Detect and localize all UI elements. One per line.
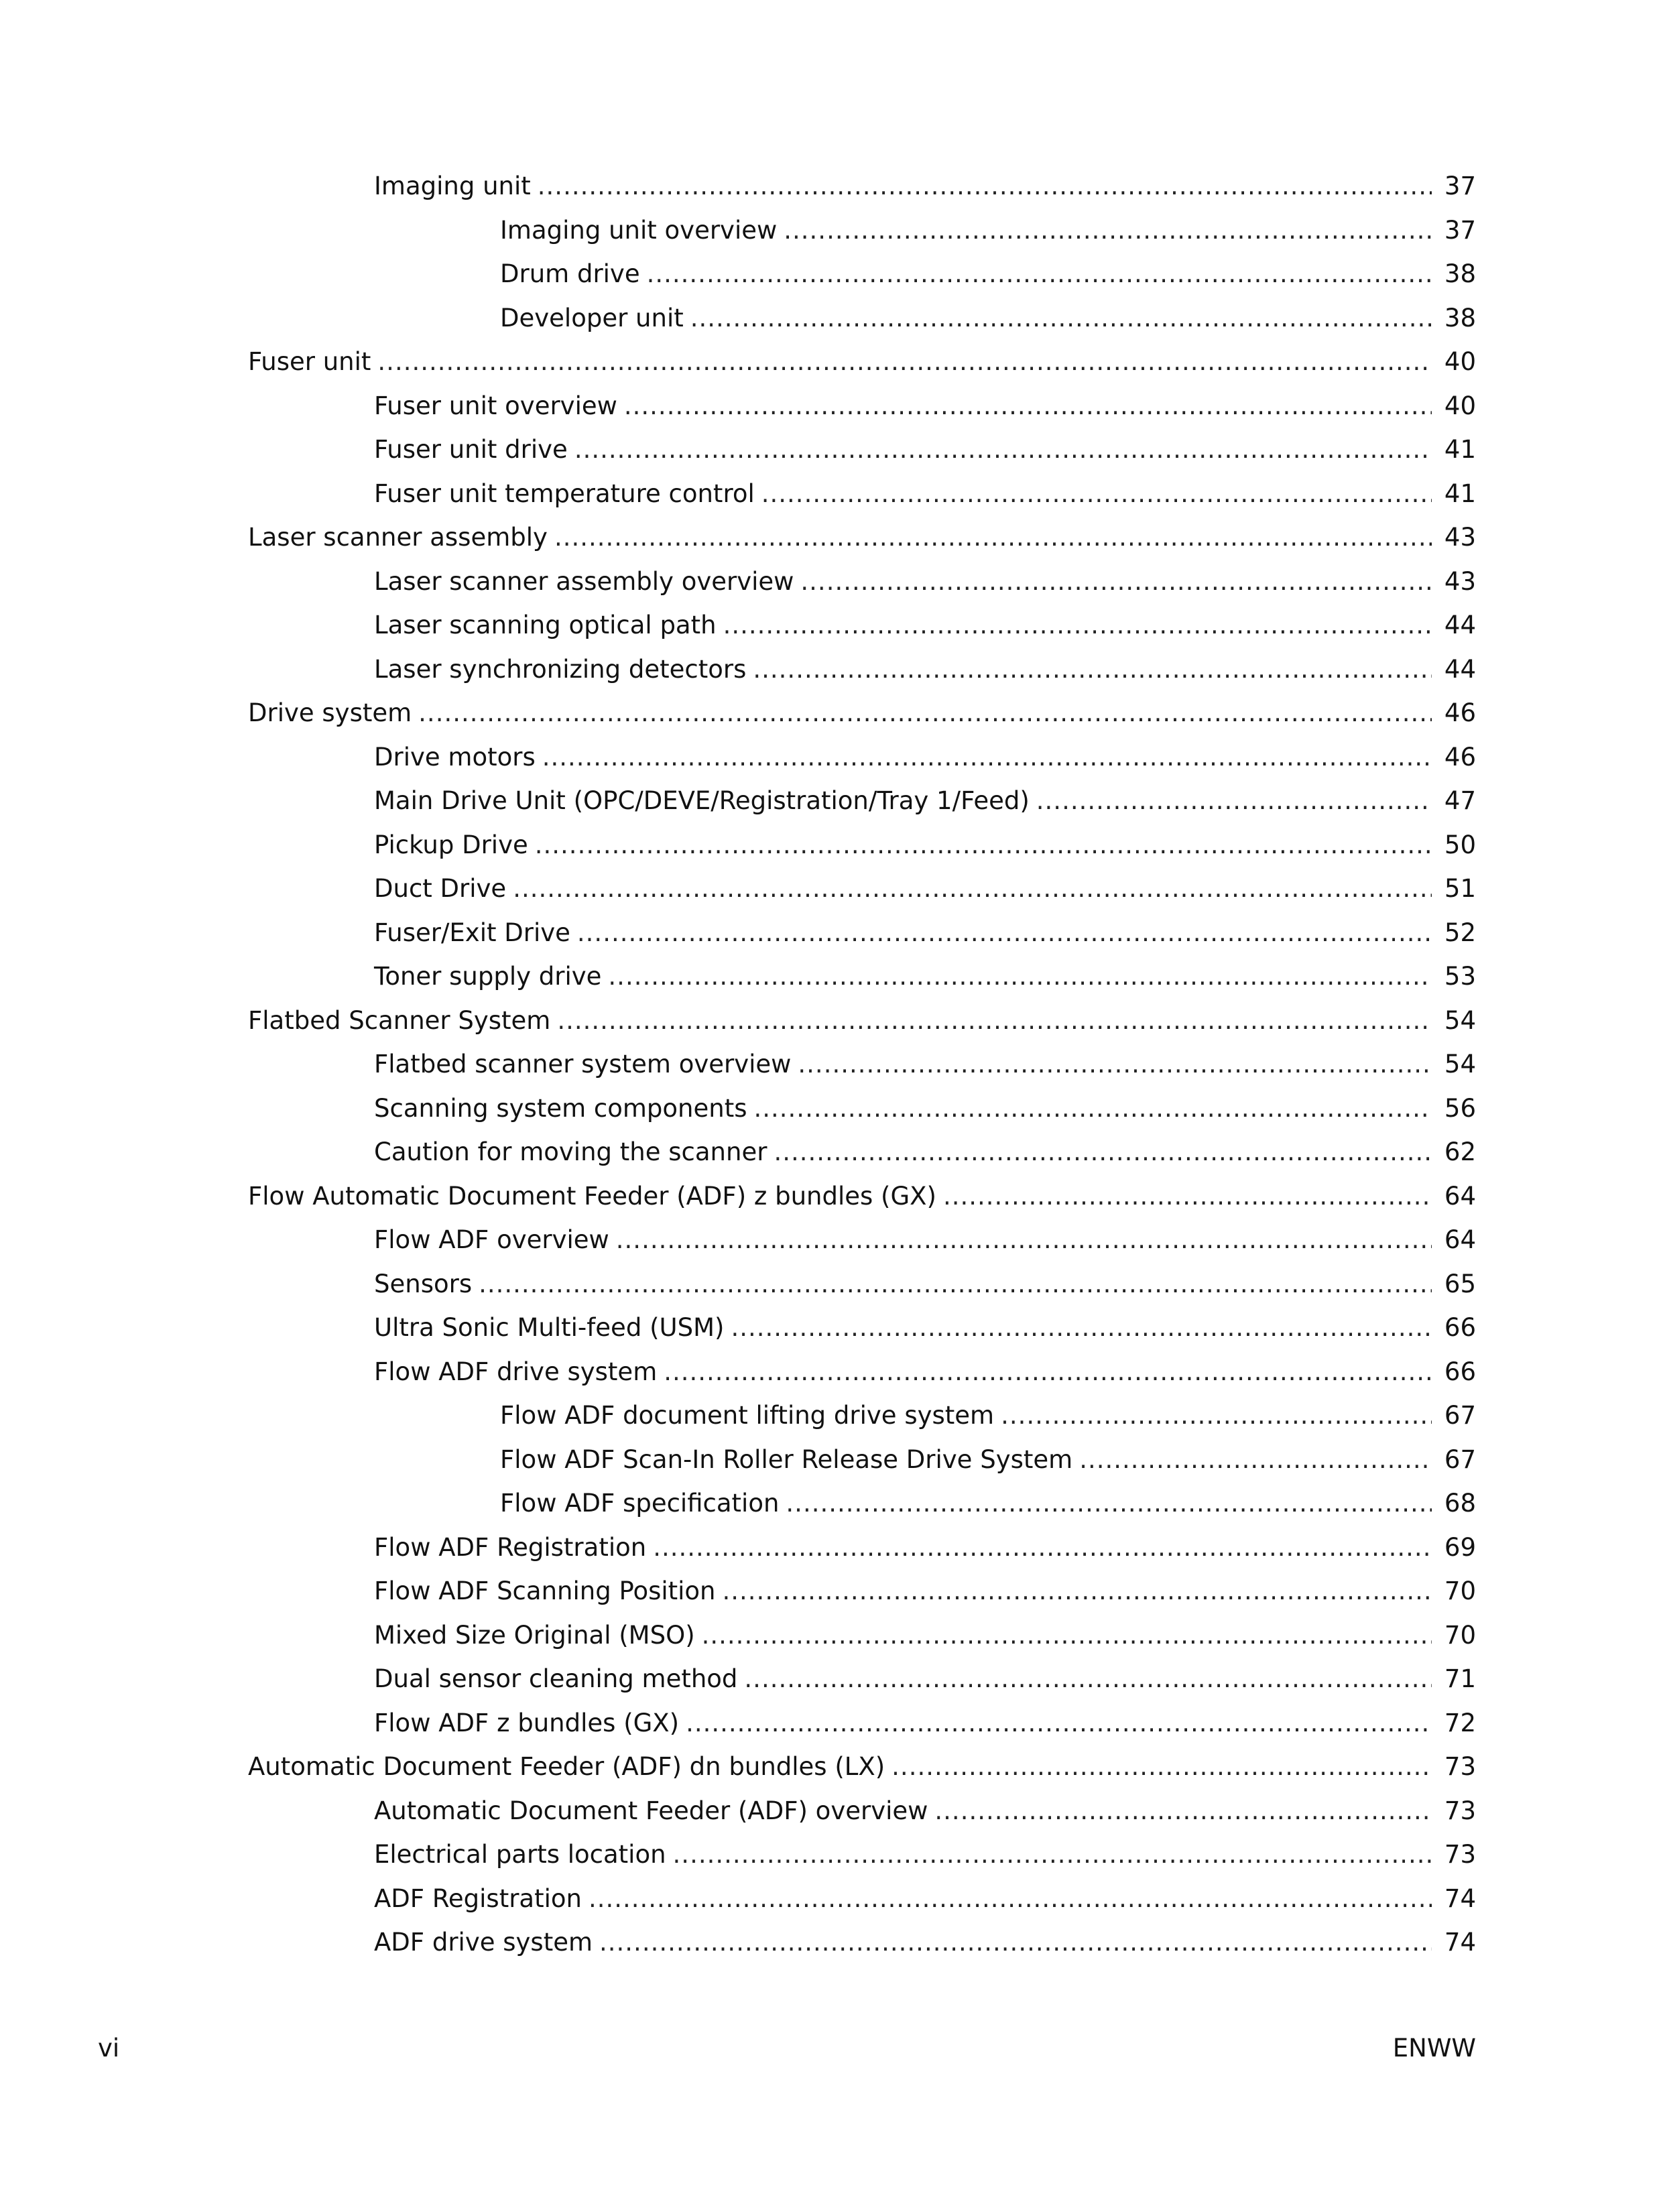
dot-leader — [943, 1184, 1432, 1209]
toc-entry[interactable] — [248, 1789, 1476, 1833]
dot-leader — [784, 218, 1432, 243]
dot-leader — [599, 1930, 1432, 1955]
toc-entry-title[interactable]: Automatic Document Feeder (ADF) dn bundles (LX) — [248, 1752, 885, 1782]
dot-leader — [786, 1491, 1432, 1516]
dot-leader — [589, 1886, 1432, 1911]
toc-entry-title[interactable]: Caution for moving the scanner — [374, 1138, 767, 1167]
toc-entry-page-number[interactable]: 54 — [1444, 1005, 1476, 1035]
toc-entry-title[interactable]: Main Drive Unit (OPC/DEVE/Registration/Tray 1/Feed) — [374, 786, 1030, 816]
dot-leader — [753, 657, 1432, 682]
dot-leader — [554, 525, 1432, 550]
toc-entry[interactable] — [248, 1306, 1476, 1350]
toc-entry[interactable] — [248, 603, 1476, 648]
toc-entry[interactable] — [248, 252, 1476, 296]
toc-entry[interactable] — [248, 1745, 1476, 1789]
dot-leader — [934, 1798, 1432, 1823]
toc-entry-title[interactable]: Fuser unit temperature control — [374, 479, 755, 508]
toc-entry-page-number[interactable]: 43 — [1444, 566, 1476, 596]
toc-entry[interactable] — [248, 999, 1476, 1043]
dot-leader — [574, 437, 1432, 462]
toc-entry-page-number[interactable]: 70 — [1444, 1577, 1476, 1606]
toc-entry-title[interactable]: Flow Automatic Document Feeder (ADF) z bundles (GX) — [248, 1181, 936, 1211]
toc-entry-title[interactable]: Flow ADF Registration — [374, 1532, 647, 1562]
toc-entry-page-number[interactable]: 67 — [1444, 1445, 1476, 1474]
toc-entry[interactable] — [248, 428, 1476, 472]
toc-entry-title[interactable]: Flow ADF Scanning Position — [374, 1577, 716, 1606]
toc-entry[interactable] — [248, 1569, 1476, 1613]
toc-entry[interactable] — [248, 691, 1476, 735]
toc-entry[interactable] — [248, 1042, 1476, 1087]
toc-entry-page-number[interactable]: 46 — [1444, 698, 1476, 728]
toc-entry-title[interactable]: Imaging unit — [374, 172, 531, 201]
toc-entry-title[interactable]: Sensors — [374, 1269, 473, 1298]
toc-entry-title[interactable]: Drive system — [248, 698, 412, 728]
toc-entry-page-number[interactable]: 41 — [1444, 435, 1476, 465]
toc-entry-page-number[interactable]: 67 — [1444, 1401, 1476, 1430]
dot-leader — [774, 1140, 1432, 1164]
toc-entry-page-number[interactable]: 44 — [1444, 654, 1476, 684]
dot-leader — [1079, 1447, 1432, 1472]
toc-entry-title[interactable]: Fuser unit overview — [374, 391, 617, 420]
toc-entry[interactable] — [248, 1481, 1476, 1526]
toc-entry[interactable] — [248, 1262, 1476, 1306]
toc-entry-title[interactable]: Laser scanner assembly overview — [374, 566, 794, 596]
toc-entry[interactable] — [248, 823, 1476, 867]
toc-entry-page-number[interactable]: 54 — [1444, 1050, 1476, 1079]
dot-leader — [513, 876, 1432, 901]
toc-entry-page-number[interactable]: 74 — [1444, 1928, 1476, 1957]
toc-entry-page-number[interactable]: 66 — [1444, 1313, 1476, 1343]
toc-entry-page-number[interactable]: 38 — [1444, 259, 1476, 289]
dot-leader — [479, 1272, 1432, 1296]
dot-leader — [798, 1052, 1432, 1077]
toc-entry-title[interactable]: Automatic Document Feeder (ADF) overview — [374, 1796, 928, 1825]
toc-entry-page-number[interactable]: 52 — [1444, 918, 1476, 947]
toc-entry-page-number[interactable]: 71 — [1444, 1664, 1476, 1694]
toc-entry-title[interactable]: Laser scanner assembly — [248, 523, 548, 552]
dot-leader — [686, 1711, 1432, 1735]
toc-entry-page-number[interactable]: 37 — [1444, 172, 1476, 201]
footer-doc-code: ENWW — [1392, 2034, 1476, 2063]
toc-entry-page-number[interactable]: 43 — [1444, 523, 1476, 552]
toc-entry[interactable] — [248, 735, 1476, 780]
toc-entry-title[interactable]: Flow ADF overview — [374, 1225, 609, 1255]
dot-leader — [557, 1008, 1432, 1033]
toc-entry[interactable] — [248, 867, 1476, 911]
dot-leader — [731, 1315, 1432, 1340]
toc-entry-page-number[interactable]: 50 — [1444, 830, 1476, 859]
toc-entry[interactable] — [248, 1218, 1476, 1262]
toc-entry-title[interactable]: Flow ADF specification — [500, 1489, 780, 1518]
toc-entry-page-number[interactable]: 51 — [1444, 874, 1476, 904]
toc-entry-page-number[interactable]: 72 — [1444, 1708, 1476, 1737]
toc-entry-title[interactable]: Dual sensor cleaning method — [374, 1664, 738, 1694]
dot-leader — [800, 569, 1432, 594]
dot-leader — [624, 393, 1432, 418]
toc-entry-title[interactable]: Laser scanning optical path — [374, 611, 717, 640]
toc-entry[interactable] — [248, 1130, 1476, 1174]
toc-entry-title[interactable]: Toner supply drive — [374, 962, 602, 991]
dot-leader — [535, 833, 1432, 857]
toc-entry[interactable] — [248, 296, 1476, 341]
dot-leader — [542, 745, 1432, 770]
toc-entry-title[interactable]: Imaging unit overview — [500, 215, 778, 245]
toc-entry[interactable] — [248, 955, 1476, 999]
toc-entry-page-number[interactable]: 74 — [1444, 1884, 1476, 1913]
toc-entry-title[interactable]: Pickup Drive — [374, 830, 528, 859]
toc-entry-title[interactable]: Developer unit — [500, 303, 684, 332]
dot-leader — [673, 1842, 1432, 1867]
toc-entry[interactable] — [248, 1526, 1476, 1570]
toc-entry-page-number[interactable]: 73 — [1444, 1752, 1476, 1782]
toc-entry-page-number[interactable]: 64 — [1444, 1225, 1476, 1255]
toc-entry-title[interactable]: Drive motors — [374, 742, 536, 772]
toc-entry-page-number[interactable]: 53 — [1444, 962, 1476, 991]
toc-entry-page-number[interactable]: 40 — [1444, 391, 1476, 420]
toc-entry[interactable] — [248, 1877, 1476, 1921]
toc-entry-page-number[interactable]: 62 — [1444, 1138, 1476, 1167]
toc-entry-title[interactable]: Scanning system components — [374, 1093, 747, 1123]
toc-entry[interactable] — [248, 560, 1476, 604]
toc-entry-title[interactable]: Ultra Sonic Multi-feed (USM) — [374, 1313, 725, 1343]
toc-entry-page-number[interactable]: 68 — [1444, 1489, 1476, 1518]
dot-leader — [702, 1623, 1432, 1648]
toc-entry-page-number[interactable]: 41 — [1444, 479, 1476, 508]
toc-entry-title[interactable]: ADF drive system — [374, 1928, 593, 1957]
toc-entry[interactable] — [248, 1657, 1476, 1701]
dot-leader — [616, 1227, 1432, 1252]
toc-entry-page-number[interactable]: 56 — [1444, 1093, 1476, 1123]
toc-entry-title[interactable]: Drum drive — [500, 259, 640, 289]
toc-entry[interactable] — [248, 472, 1476, 516]
toc-entry-title[interactable]: Flow ADF drive system — [374, 1357, 658, 1386]
dot-leader — [754, 1096, 1432, 1121]
toc-entry-title[interactable]: Fuser/Exit Drive — [374, 918, 570, 947]
toc-entry-title[interactable]: Flatbed Scanner System — [248, 1005, 551, 1035]
dot-leader — [891, 1754, 1432, 1779]
dot-leader — [608, 964, 1432, 989]
toc-entry-title[interactable]: Duct Drive — [374, 874, 507, 904]
dot-leader — [538, 174, 1432, 198]
toc-entry[interactable] — [248, 1174, 1476, 1219]
toc-entry-page-number[interactable]: 47 — [1444, 786, 1476, 816]
toc-entry[interactable] — [248, 1701, 1476, 1745]
dot-leader — [723, 613, 1432, 637]
toc-entry-title[interactable]: Flow ADF document lifting drive system — [500, 1401, 995, 1430]
toc-entry-title[interactable]: Flow ADF z bundles (GX) — [374, 1708, 680, 1737]
toc-entry-title[interactable]: Mixed Size Original (MSO) — [374, 1620, 695, 1650]
dot-leader — [418, 700, 1432, 725]
dot-leader — [1036, 788, 1432, 813]
toc-entry[interactable] — [248, 1394, 1476, 1438]
dot-leader — [377, 349, 1432, 374]
toc-entry[interactable] — [248, 911, 1476, 955]
toc-entry-page-number[interactable]: 64 — [1444, 1181, 1476, 1211]
toc-entry[interactable] — [248, 340, 1476, 384]
toc-entry-page-number[interactable]: 40 — [1444, 347, 1476, 377]
toc-entry-title[interactable]: Laser synchronizing detectors — [374, 654, 747, 684]
toc-entry[interactable] — [248, 515, 1476, 560]
toc-entry-page-number[interactable]: 70 — [1444, 1620, 1476, 1650]
dot-leader — [744, 1666, 1432, 1691]
toc-entry-page-number[interactable]: 37 — [1444, 215, 1476, 245]
toc-entry-title[interactable]: ADF Registration — [374, 1884, 582, 1913]
toc-entry[interactable] — [248, 648, 1476, 692]
toc-entry-title[interactable]: Flow ADF Scan-In Roller Release Drive System — [500, 1445, 1073, 1474]
dot-leader — [723, 1579, 1432, 1603]
toc-entry-title[interactable]: Fuser unit drive — [374, 435, 568, 465]
toc-entry[interactable] — [248, 1833, 1476, 1877]
toc-entry-page-number[interactable]: 44 — [1444, 611, 1476, 640]
toc-entry-page-number[interactable]: 66 — [1444, 1357, 1476, 1386]
toc-entry-page-number[interactable]: 69 — [1444, 1532, 1476, 1562]
toc-entry[interactable] — [248, 1920, 1476, 1965]
toc-entry-title[interactable]: Electrical parts location — [374, 1840, 666, 1869]
toc-entry-page-number[interactable]: 73 — [1444, 1796, 1476, 1825]
toc-entry[interactable] — [248, 1350, 1476, 1394]
toc-entry[interactable] — [248, 1438, 1476, 1482]
table-of-contents — [248, 164, 1476, 1965]
toc-entry-page-number[interactable]: 73 — [1444, 1840, 1476, 1869]
dot-leader — [690, 306, 1432, 330]
dot-leader — [653, 1535, 1432, 1560]
toc-entry[interactable] — [248, 1087, 1476, 1131]
dot-leader — [647, 261, 1432, 286]
dot-leader — [577, 920, 1432, 945]
toc-entry[interactable] — [248, 1613, 1476, 1658]
toc-entry[interactable] — [248, 779, 1476, 823]
toc-entry-title[interactable]: Fuser unit — [248, 347, 371, 377]
toc-entry-title[interactable]: Flatbed scanner system overview — [374, 1050, 792, 1079]
toc-entry-page-number[interactable]: 46 — [1444, 742, 1476, 772]
toc-entry[interactable] — [248, 208, 1476, 253]
toc-entry[interactable] — [248, 384, 1476, 428]
dot-leader — [761, 481, 1432, 506]
toc-entry-page-number[interactable]: 65 — [1444, 1269, 1476, 1298]
dot-leader — [664, 1359, 1432, 1384]
dot-leader — [1001, 1403, 1432, 1428]
toc-entry[interactable] — [248, 164, 1476, 208]
footer-page-number: vi — [98, 2034, 120, 2063]
toc-entry-page-number[interactable]: 38 — [1444, 303, 1476, 332]
